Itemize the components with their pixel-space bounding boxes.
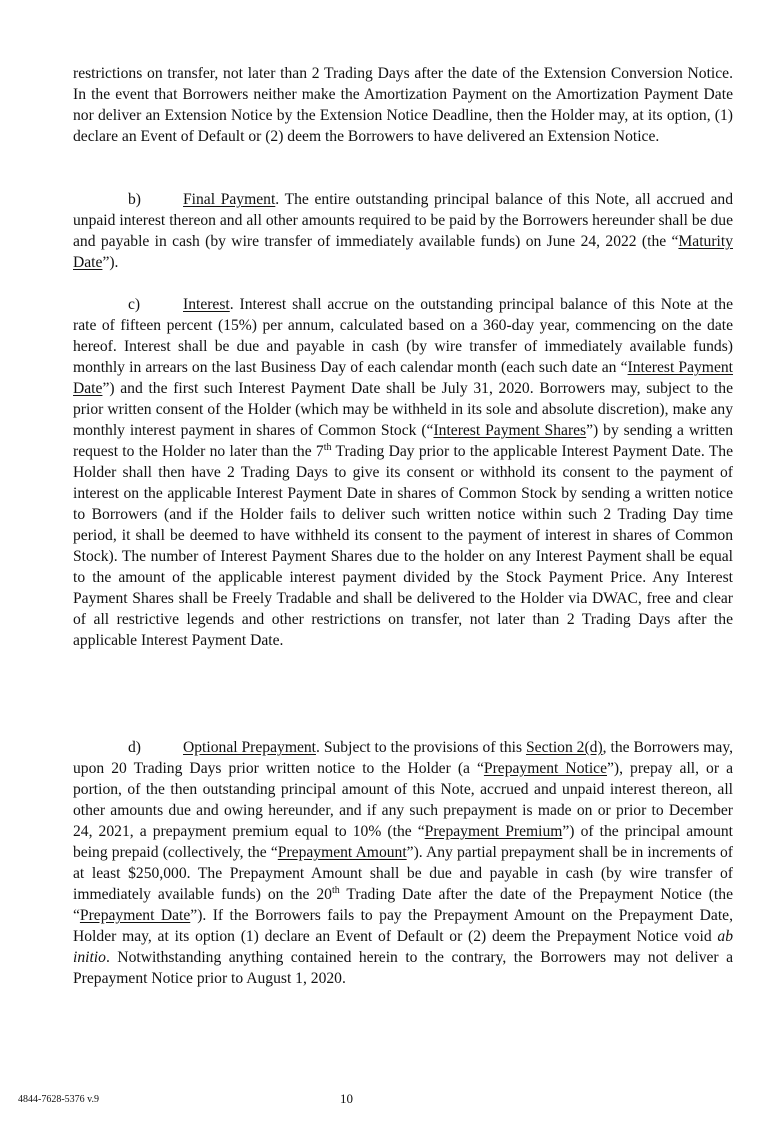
- paragraph-text: . Subject to the provisions of this: [316, 739, 526, 756]
- paragraph-text: . Notwithstanding anything contained herein to the contrary, the Borrowers may not deliver a Prepayment Notice prior to August 1, 2020.: [73, 949, 733, 987]
- defined-term: Interest Payment Shares: [433, 422, 587, 439]
- defined-term: Interest Payment Date: [73, 359, 733, 397]
- section-reference: Section 2(d): [525, 739, 603, 756]
- paragraph-text: ”) of the principal amount being prepaid (collectively, the “: [73, 823, 734, 861]
- paragraph-text: Trading Date after the date of the Prepayment Notice (the “: [73, 886, 733, 924]
- paragraph-text: . The entire outstanding principal balance of this Note, all accrued and unpaid interest thereon and all other amounts required to be paid by the Borrowers hereunder shall be due and payable in cash (by wire transfer of immediately available funds) on June 24, 2022 (the “: [73, 191, 733, 250]
- section-heading: Interest: [183, 296, 230, 313]
- italic-phrase: ab initio: [73, 928, 733, 966]
- section-heading: Optional Prepayment: [183, 739, 316, 756]
- item-label: c): [128, 296, 141, 313]
- paragraph-text: ”). Any partial prepayment shall be in increments of at least $250,000. The Prepayment Amount shall be due and payable in cash (by wire transfer of immediately available funds) on the 20: [73, 844, 733, 903]
- paragraph-final-payment: [73, 189, 733, 273]
- defined-term: Prepayment Date: [79, 907, 191, 924]
- paragraph-text: . Interest shall accrue on the outstanding principal balance of this Note at the rate of fifteen percent (15%) per annum, calculated based on a 360-day year, commencing on the date hereof. Interest shall be due and payable in cash (by wire transfer of immediately available funds) monthly in arrears on the last Business Day of each calendar month (each such date an “: [73, 296, 733, 376]
- item-label: b): [128, 191, 141, 208]
- paragraph-text: ”).: [102, 254, 119, 271]
- paragraph-text: ”). If the Borrowers fails to pay the Prepayment Amount on the Prepayment Date, Holder may, at its option (1) declare an Event of Default or (2) deem the Prepayment Notice void: [73, 907, 733, 945]
- paragraph-text: ”) and the first such Interest Payment Date shall be July 31, 2020. Borrowers may, subject to the prior written consent of the Holder (which may be withheld in its sole and absolute discretion), make any monthly interest payment in shares of Common Stock (“: [73, 380, 733, 439]
- superscript: th: [331, 885, 340, 896]
- paragraph-text: ”), prepay all, or a portion, of the then outstanding principal amount of this Note, accrued and unpaid interest thereon, all other amounts due and owing hereunder, and if any such prepayment is made on or prior to December 24, 2021, a prepayment premium equal to 10% (the “: [73, 760, 733, 840]
- paragraph-interest: [73, 294, 733, 651]
- paragraph-text: restrictions on transfer, not later than 2 Trading Days after the date of the Extension Conversion Notice. In the event that Borrowers neither make the Amortization Payment on the Amortization Payment Date nor deliver an Extension Notice by the Extension Notice Deadline, then the Holder may, at its option, (1) declare an Event of Default or (2) deem the Borrowers to have delivered an Extension Notice.: [73, 65, 733, 145]
- paragraph-text: Trading Day prior to the applicable Interest Payment Date. The Holder shall then have 2 Trading Days to give its consent or withhold its consent to the payment of interest on the applicable Interest Payment Date in shares of Common Stock by sending a written notice to Borrowers (and if the Holder fails to deliver such written notice within such 2 Trading Day time period, it shall be deemed to have withheld its consent to the payment of interest in shares of Common Stock). The number of Interest Payment Shares due to the holder on any Interest Payment shall be equal to the amount of the applicable interest payment divided by the Stock Payment Price. Any Interest Payment Shares shall be Freely Tradable and shall be delivered to the Holder via DWAC, free and clear of all restrictive legends and other restrictions on transfer, not later than 2 Trading Days after the applicable Interest Payment Date.: [73, 443, 733, 649]
- page-number: 10: [340, 1091, 353, 1106]
- defined-term: Prepayment Notice: [483, 760, 607, 777]
- defined-term: Maturity Date: [73, 233, 733, 271]
- superscript: th: [323, 442, 332, 453]
- item-label: d): [128, 739, 141, 756]
- paragraph-optional-prepayment: [73, 737, 733, 989]
- defined-term: Prepayment Premium: [424, 823, 563, 840]
- defined-term: Prepayment Amount: [277, 844, 407, 861]
- document-id: 4844-7628-5376 v.9: [18, 1094, 100, 1105]
- section-heading: Final Payment: [183, 191, 276, 208]
- paragraph-continuation: [73, 63, 733, 147]
- paragraph-text: , the Borrowers may, upon 20 Trading Days prior written notice to the Holder (a “: [73, 739, 734, 777]
- paragraph-text: ”) by sending a written request to the Holder no later than the 7: [73, 422, 733, 460]
